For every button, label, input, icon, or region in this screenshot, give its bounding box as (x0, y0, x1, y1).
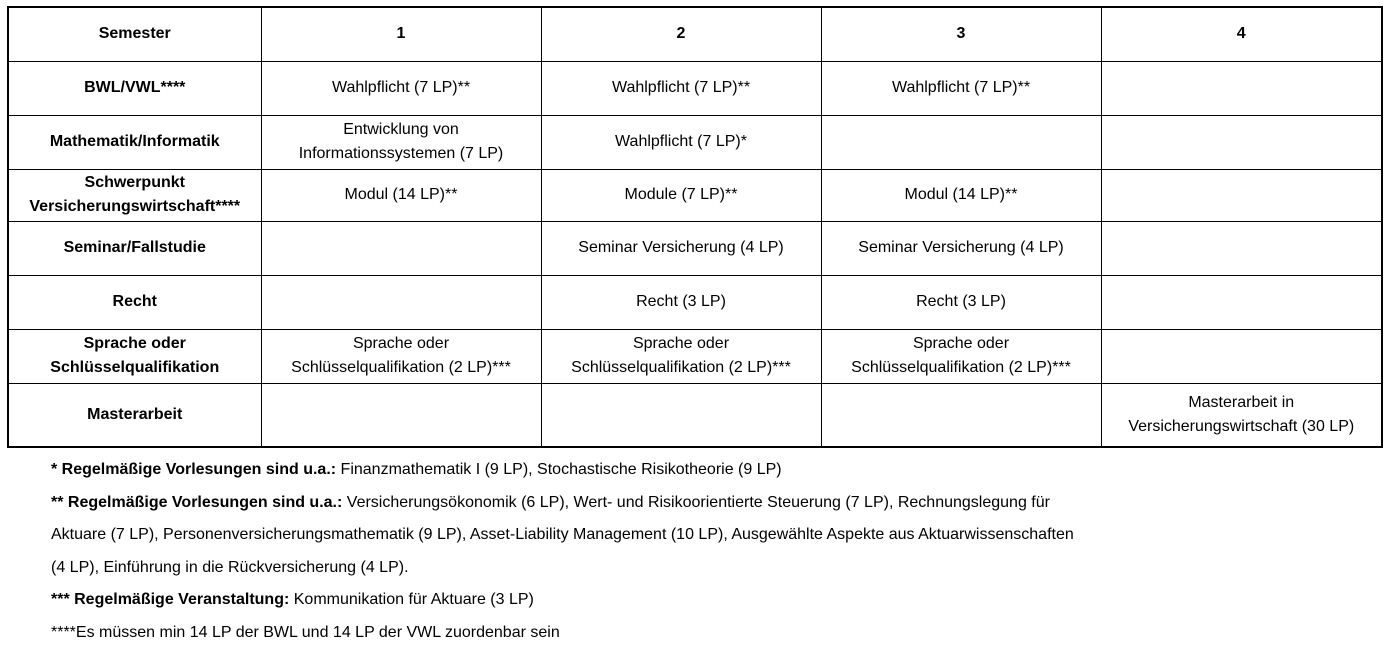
table-cell: Entwicklung von Informationssystemen (7 LP) (261, 115, 541, 169)
footnote-2-cont (51, 519, 1371, 552)
table-cell (821, 383, 1101, 447)
footnote-4-text: ****Es müssen min 14 LP der BWL und 14 LP der VWL zuordenbar sein (51, 624, 560, 641)
table-cell: Sprache oder Schlüsselqualifikation (2 LP)*** (261, 329, 541, 383)
header-semester-2: 2 (541, 7, 821, 61)
table-row (8, 221, 1382, 275)
footnote-2-text-line3: (4 LP), Einführung in die Rückversicherung (4 LP). (51, 559, 409, 576)
table-cell (1101, 115, 1382, 169)
table-cell (261, 383, 541, 447)
table-cell: Seminar Versicherung (4 LP) (821, 221, 1101, 275)
table-cell (541, 383, 821, 447)
row-label: Recht (8, 275, 261, 329)
table-row (8, 329, 1382, 383)
footnote-4 (51, 617, 1371, 649)
table-row (8, 61, 1382, 115)
row-label: Mathematik/Informatik (8, 115, 261, 169)
table-cell: Sprache oder Schlüsselqualifikation (2 LP)*** (821, 329, 1101, 383)
study-plan-table (7, 6, 1383, 448)
table-cell: Wahlpflicht (7 LP)** (261, 61, 541, 115)
table-cell: Modul (14 LP)** (261, 169, 541, 221)
row-label: BWL/VWL**** (8, 61, 261, 115)
footnote-2-text-line2: Aktuare (7 LP), Personenversicherungsmathematik (9 LP), Asset-Liability Management (10 LP), Ausgewählte Aspekte aus Aktuarwissenschaften (51, 526, 1074, 543)
table-cell: Masterarbeit in Versicherungswirtschaft (30 LP) (1101, 383, 1382, 447)
table-cell (1101, 329, 1382, 383)
table-cell: Recht (3 LP) (821, 275, 1101, 329)
row-label: Sprache oder Schlüsselqualifikation (8, 329, 261, 383)
table-row (8, 115, 1382, 169)
table-row (8, 169, 1382, 221)
footnote-3-text: Kommunikation für Aktuare (3 LP) (289, 591, 534, 608)
table-cell (261, 275, 541, 329)
row-label: Schwerpunkt Versicherungswirtschaft**** (8, 169, 261, 221)
footnote-2 (51, 487, 1371, 520)
table-cell (261, 221, 541, 275)
footnote-1-text: Finanzmathematik I (9 LP), Stochastische Risikotheorie (9 LP) (336, 461, 782, 478)
table-cell (1101, 169, 1382, 221)
footnotes (51, 454, 1371, 649)
header-row (8, 7, 1382, 61)
header-semester-3: 3 (821, 7, 1101, 61)
table-cell (1101, 275, 1382, 329)
table-cell: Wahlpflicht (7 LP)* (541, 115, 821, 169)
footnote-2-text-line1: Versicherungsökonomik (6 LP), Wert- und Risikoorientierte Steuerung (7 LP), Rechnungslegung für (342, 494, 1050, 511)
footnote-3 (51, 584, 1371, 617)
table-cell (821, 115, 1101, 169)
table-cell: Sprache oder Schlüsselqualifikation (2 LP)*** (541, 329, 821, 383)
table-cell: Modul (14 LP)** (821, 169, 1101, 221)
header-semester-1: 1 (261, 7, 541, 61)
footnote-3-label: *** Regelmäßige Veranstaltung: (51, 591, 289, 608)
table-cell: Recht (3 LP) (541, 275, 821, 329)
table-cell: Module (7 LP)** (541, 169, 821, 221)
table-cell (1101, 61, 1382, 115)
footnote-2-label: ** Regelmäßige Vorlesungen sind u.a.: (51, 494, 342, 511)
table-cell: Seminar Versicherung (4 LP) (541, 221, 821, 275)
row-label: Masterarbeit (8, 383, 261, 447)
table-cell: Wahlpflicht (7 LP)** (541, 61, 821, 115)
header-semester: Semester (8, 7, 261, 61)
footnote-1 (51, 454, 1371, 487)
footnote-1-label: * Regelmäßige Vorlesungen sind u.a.: (51, 461, 336, 478)
header-semester-4: 4 (1101, 7, 1382, 61)
footnote-2-cont2 (51, 552, 1371, 585)
table-cell (1101, 221, 1382, 275)
table-row (8, 383, 1382, 447)
table-row (8, 275, 1382, 329)
table-cell: Wahlpflicht (7 LP)** (821, 61, 1101, 115)
row-label: Seminar/Fallstudie (8, 221, 261, 275)
